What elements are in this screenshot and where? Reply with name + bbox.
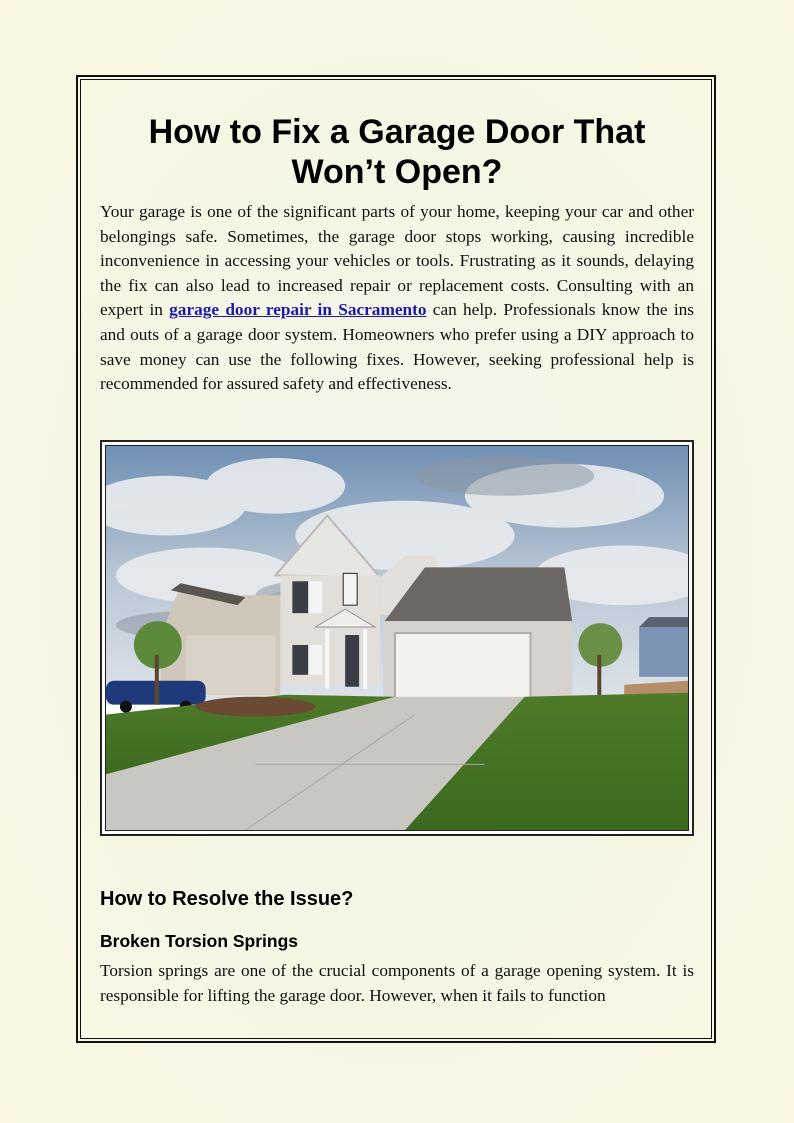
intro-text-start: Your garage is one of the significant parts of your home, keeping your car and other belongings safe. Sometimes, the garage door stops working, causing incredible inconvenience in accessing your vehicles or tools. Frustrating as it sounds, delaying the fix can also lead to increased repair or replacement costs. Consulting with an expert in: [100, 202, 694, 320]
torsion-springs-section: [100, 930, 694, 1008]
subsection-heading: Broken Torsion Springs: [100, 931, 299, 951]
house-illustration: [106, 446, 688, 830]
section-heading: How to Resolve the Issue?: [100, 888, 354, 910]
page-title: How to Fix a Garage Door That Won’t Open?: [148, 113, 646, 191]
intro-text-end: can help. Professionals know the ins and outs of a garage door system. Homeowners who prefer using a DIY approach to save money can use the following fixes. However, seeking professional help is recommended for assured safety and effectiveness.: [100, 300, 695, 394]
garage-door-repair-link[interactable]: garage door repair in Sacramento: [169, 300, 427, 320]
resolve-section: [100, 887, 694, 911]
intro-paragraph: [100, 200, 694, 397]
house-photo: [105, 445, 689, 831]
torsion-springs-paragraph: Torsion springs are one of the crucial components of a garage opening system. It is responsible for lifting the garage door. However, when it fails to function: [100, 961, 694, 1005]
house-photo-frame: [100, 440, 694, 836]
article-header: [100, 112, 694, 397]
